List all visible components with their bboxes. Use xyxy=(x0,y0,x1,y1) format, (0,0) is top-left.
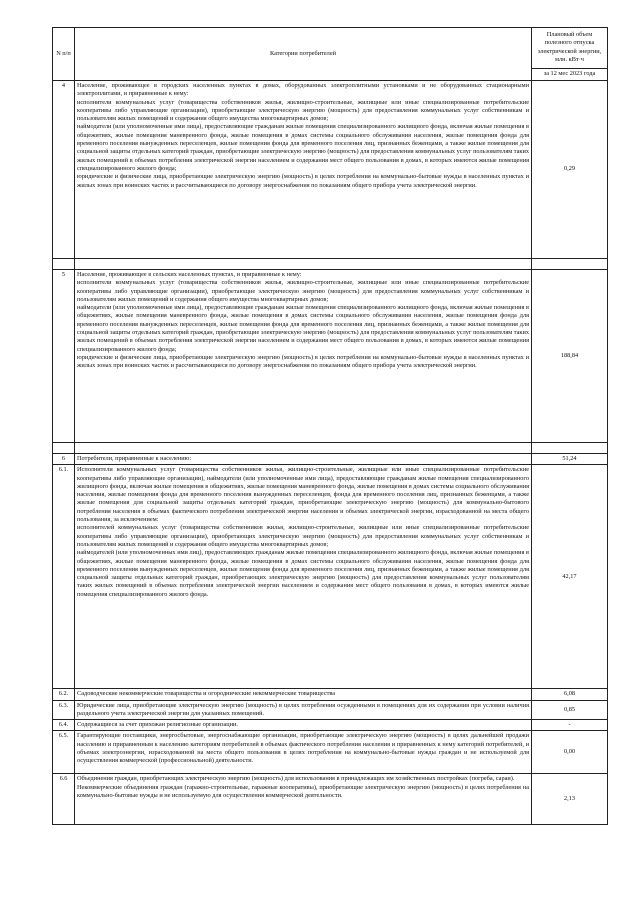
header-volume-period: за 12 мес 2023 года xyxy=(532,68,607,80)
header-volume-cell xyxy=(532,28,608,81)
row-num: 5 xyxy=(53,270,75,443)
row-value: 0,29 xyxy=(532,81,608,259)
row-text xyxy=(75,270,532,443)
row-text xyxy=(75,465,532,689)
row-paragraph: Некоммерческие объединения граждан (гаражно-строительные, гаражные кооперативы), приобретающие электрическую энергию (мощность) в целях потребления на коммунально-бытовые нужды и не используемую для осуществления коммерческой деятельности. xyxy=(77,783,529,800)
table-row xyxy=(53,81,608,259)
row-value: 0,00 xyxy=(532,731,608,774)
row-num: 6.5. xyxy=(53,731,75,774)
table-row xyxy=(53,689,608,700)
row-text xyxy=(75,774,532,825)
row-text xyxy=(75,689,532,700)
row-value: 42,17 xyxy=(532,465,608,689)
row-text xyxy=(75,700,532,720)
row-paragraph: исполнители коммунальных услуг (товарищества собственников жилья, жилищно-строительные, жилищные или иные специализированные потребительские кооперативы либо управляющие организации), приобретающие электрическую энергию (мощность) для предоставления коммунальных услуг собственникам и пользователям жилых помещений и содержания общего имущества многоквартирных домов; xyxy=(77,279,529,303)
row-spacer xyxy=(53,443,608,454)
row-num: 6.4. xyxy=(53,720,75,731)
consumption-table xyxy=(52,27,608,825)
row-num: 6.2. xyxy=(53,689,75,700)
row-paragraph: Население, проживающее в сельских населенных пунктах, и приравненные к нему: xyxy=(77,271,302,278)
row-num: 4 xyxy=(53,81,75,259)
row-value: 0,85 xyxy=(532,700,608,720)
row-value: 188,84 xyxy=(532,270,608,443)
header-volume: Плановый объем полезного отпуска электрической энергии, млн. кВт·ч xyxy=(537,31,602,63)
row-value: 51,24 xyxy=(532,454,608,465)
header-category: Категории потребителей xyxy=(75,28,532,81)
row-paragraph: исполнители коммунальных услуг (товарищества собственников жилья, жилищно-строительные, жилищные или иные специализированные потребительские кооперативы либо управляющие организации), приобретающие электрическую энергию (мощность) для предоставления коммунальных услуг собственникам и пользователям жилых помещений и содержания общего имущества многоквартирных домов; xyxy=(77,98,529,123)
row-paragraph: Объединения граждан, приобретающих электрическую энергию (мощность) для использования в принадлежащих им хозяйственных постройках (погреба, сараи). xyxy=(77,775,515,783)
row-num: 6 xyxy=(53,454,75,465)
row-paragraph: Исполнители коммунальных услуг (товарищества собственников жилья, жилищно-строительные, жилищные или иные специализированные потребительские кооперативы либо управляющие организации), наймодатели (или уполномоченные ими лица), предоставляющие гражданам жилые помещения специализированного жилищного фонда, включая жилые помещения в общежитиях, жилые помещения маневренного фонда, жилые помещения в домах системы социального обслуживания населения, жилые помещения фонда для временного поселения вынужденных переселенцев, фонда для временного поселения лиц, признанных беженцами, а также жилые помещения для социальной защиты отдельных категорий граждан, приобретающие электрическую энергию (мощность) для коммунально-бытового потребления населения в объемах фактического потребления электрической энергии населения и объемах электрической энергии, израсходованной на места общего пользования, за исключением: xyxy=(77,466,529,524)
row-num: 6.1. xyxy=(53,465,75,689)
row-paragraph: наймодатели (или уполномоченные ими лица), предоставляющие гражданам жилые помещения специализированного жилищного фонда, включая жилые помещения в общежитиях, жилые помещения маневренного фонда, жилые помещения в домах системы социального обслуживания населения, жилые помещения фонда для временного поселения вынужденных переселенцев, жилые помещения фонда для временного поселения лиц, признанных беженцами, а также жилые помещения для социальной защиты отдельных категорий граждан, приобретающие электрическую энергию (мощность) для предоставления коммунальных услуг пользователям таких жилых помещений в объемах потребления электрической энергии населением и содержания мест общего пользования в домах, в которых имеются жилые помещения специализированного жилого фонда; xyxy=(77,304,529,353)
table-row xyxy=(53,465,608,689)
row-value: - xyxy=(532,720,608,731)
row-text xyxy=(75,731,532,774)
table-row xyxy=(53,720,608,731)
row-paragraph: наймодателей (или уполномоченных ими лиц), предоставляющих гражданам жилые помещения специализированного жилищного фонда, включая жилые помещения в общежитиях, жилые помещения маневренного фонда, жилые помещения в домах системы социального обслуживания населения, жилые помещения фонда для временного поселения вынужденных переселенцев, жилые помещения фонда для временного поселения лиц, признанных беженцами, а также жилые помещения для социальной защиты отдельных категорий граждан, приобретающих электрическую энергию (мощность) для предоставления коммунальных услуг пользователям таких жилых помещений в объемах потребления электрической энергии населением и содержания мест общего пользования в домах, в которых имеются жилые помещения специализированного жилого фонда. xyxy=(77,549,529,598)
table-row xyxy=(53,700,608,720)
row-paragraph: Гарантирующие поставщики, энергосбытовые, энергоснабжающие организации, приобретающие электрическую энергию (мощность) в целях дальнейшей продажи населению и приравненным к населению категориям потребителей в объемах фактического потребления населения и приравненных к нему категорий потребителей, и объемах электроэнергии, израсходованной на места общего пользования в целях потребления на коммунально-бытовые нужды граждан и не используемой для осуществления коммерческой (профессиональной) деятельности. xyxy=(77,732,529,765)
row-num: 6.6 xyxy=(53,774,75,825)
row-text xyxy=(75,454,532,465)
row-spacer xyxy=(53,259,608,270)
row-paragraph: юридические и физические лица, приобретающие электрическую энергию (мощность) в целях потребления на коммунально-бытовые нужды в населенных пунктах и жилых зонах при воинских частях и рассчитывающиеся по договору энергоснабжения по показаниям общего прибора учета электрической энергии. xyxy=(77,353,529,370)
row-paragraph: Содержащиеся за счет прихожан религиозные организации. xyxy=(77,721,238,729)
row-paragraph: наймодатели (или уполномоченные ими лица), предоставляющие гражданам жилые помещения специализированного жилищного фонда, включая жилые помещения в общежитиях, жилые помещения маневренного фонда, жилые помещения в домах системы социального обслуживания населения, жилые помещения фонда для временного поселения вынужденных переселенцев, жилые помещения фонда для временного поселения лиц, признанных беженцами, а также жилые помещения для социальной защиты отдельных категорий граждан, приобретающие электрическую энергию (мощность) для предоставления коммунальных услуг пользователям таких жилых помещений в объемах потребления электрической энергии населением и содержания мест общего пользования в домах, в которых имеются жилые помещения специализированного жилого фонда; xyxy=(77,123,529,172)
header-num: N п/п xyxy=(53,28,75,81)
table-row xyxy=(53,774,608,825)
row-num: 6.3. xyxy=(53,700,75,720)
row-text xyxy=(75,720,532,731)
row-paragraph: Садоводческие некоммерческие товарищества и огороднические некоммерческие товарищества xyxy=(77,690,336,698)
row-paragraph: исполнителей коммунальных услуг (товарищества собственников жилья, жилищно-строительные, жилищные или иные специализированные потребительские кооперативы либо управляющие организации), приобретающих электрическую энергию (мощность) для предоставления коммунальных услуг собственникам и пользователям жилых помещений и содержания общего имущества многоквартирных домов; xyxy=(77,524,529,548)
row-paragraph: Потребители, приравненные к населению: xyxy=(77,455,192,462)
table-row xyxy=(53,454,608,465)
row-paragraph: Юридические лица, приобретающие электрическую энергию (мощность) в целях потребления осужденными в помещениях для их содержания при условии наличия раздельного учета электрической энергии для указанных помещений. xyxy=(77,701,529,717)
row-paragraph: юридические и физические лица, приобретающие электрическую энергию (мощность) в целях потребления на коммунально-бытовые нужды в населенных пунктах и жилых зонах при воинских частях и рассчитывающиеся по договору энергоснабжения по показаниям общего прибора учета электрической энергии. xyxy=(77,173,529,189)
table-header-row xyxy=(53,28,608,81)
row-value: 2,13 xyxy=(532,774,608,825)
table-row xyxy=(53,270,608,443)
table-row xyxy=(53,731,608,774)
row-paragraph: Население, проживающее в городских населенных пунктах в домах, оборудованных электроплитными установками и не оборудованных стационарными электроплитами, и приравненные к нему: xyxy=(77,82,529,98)
row-value: 6,08 xyxy=(532,689,608,700)
row-text xyxy=(75,81,532,259)
